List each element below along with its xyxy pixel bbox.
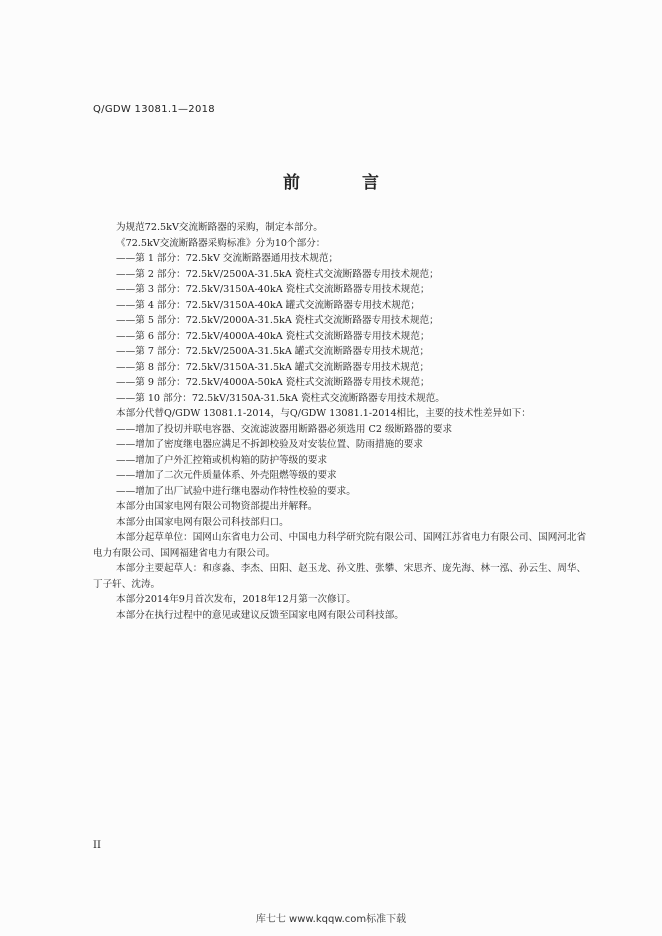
list-item: ——增加了投切并联电容器、交流滤波器用断路器必须选用 C2 级断路器的要求: [116, 423, 453, 435]
list-item: ——第 1 部分：72.5kV 交流断路器通用技术规范；: [116, 253, 339, 264]
drafters-text: 本部分主要起草人：和彦淼、李杰、田阳、赵玉龙、孙文胜、张攀、宋思齐、庞先海、林一泓、孙云生、周华、丁子轩、沈涛。: [93, 563, 587, 590]
drafting-units-text: 本部分起草单位：国网山东省电力公司、中国电力科学研究院有限公司、国网江苏省电力有限公司、国网河北省电力有限公司、国网福建省电力有限公司。: [93, 532, 587, 559]
list-item: ——第 2 部分：72.5kV/2500A-31.5kA 瓷柱式交流断路器专用技术规范；: [116, 268, 439, 280]
watermark-footer: 库七七 www.kqqw.com标准下载: [255, 914, 407, 925]
list-item: ——第 7 部分：72.5kV/2500A-31.5kA 罐式交流断路器专用技术规范；: [116, 346, 430, 357]
list-item: ——增加了户外汇控箱或机构箱的防护等级的要求: [116, 454, 328, 466]
paragraph: 本部分2014年9月首次发布，2018年12月第一次修订。: [116, 594, 356, 605]
list-item: ——第 6 部分：72.5kV/4000A-40kA 瓷柱式交流断路器专用技术规范；: [116, 330, 430, 342]
drafting-units-paragraph: [93, 530, 587, 561]
paragraph: 本部分由国家电网有限公司科技部归口。: [116, 516, 289, 528]
page-number: II: [93, 840, 101, 851]
document-number: Q/GDW 13081.1—2018: [93, 104, 215, 115]
list-item: ——增加了二次元件质量体系、外壳阻燃等级的要求: [116, 470, 337, 481]
list-item: ——增加了密度继电器应满足不拆卸校验及对安装位置、防雨措施的要求: [116, 439, 423, 450]
list-item: ——增加了出厂试验中进行继电器动作特性校验的要求。: [116, 485, 356, 497]
list-item: ——第 9 部分：72.5kV/4000A-50kA 瓷柱式交流断路器专用技术规范；: [116, 377, 430, 388]
drafters-paragraph: [93, 561, 587, 592]
paragraph: 为规范72.5kV交流断路器的采购，制定本部分。: [116, 222, 323, 233]
list-item: ——第 3 部分：72.5kV/3150A-40kA 瓷柱式交流断路器专用技术规范；: [116, 284, 430, 295]
list-item: ——第 5 部分：72.5kV/2000A-31.5kA 瓷柱式交流断路器专用技术规范；: [116, 315, 439, 326]
list-item: ——第 8 部分：72.5kV/3150A-31.5kA 罐式交流断路器专用技术规范；: [116, 361, 430, 373]
list-item: ——第 4 部分：72.5kV/3150A-40kA 罐式交流断路器专用技术规范；: [116, 299, 420, 311]
paragraph: 《72.5kV交流断路器采购标准》分为10个部分：: [116, 237, 326, 249]
foreword-body: [93, 220, 587, 623]
paragraph: 本部分在执行过程中的意见或建议反馈至国家电网有限公司科技部。: [116, 609, 404, 621]
list-item: ——第 10 部分：72.5kV/3150A-31.5kA 瓷柱式交流断路器专用技术规范。: [116, 392, 445, 404]
page-title: 前 言: [283, 173, 407, 193]
paragraph: 本部分由国家电网有限公司物资部提出并解释。: [116, 501, 318, 512]
paragraph: 本部分代替Q/GDW 13081.1-2014，与Q/GDW 13081.1-2014相比，主要的技术性差异如下：: [116, 408, 531, 419]
